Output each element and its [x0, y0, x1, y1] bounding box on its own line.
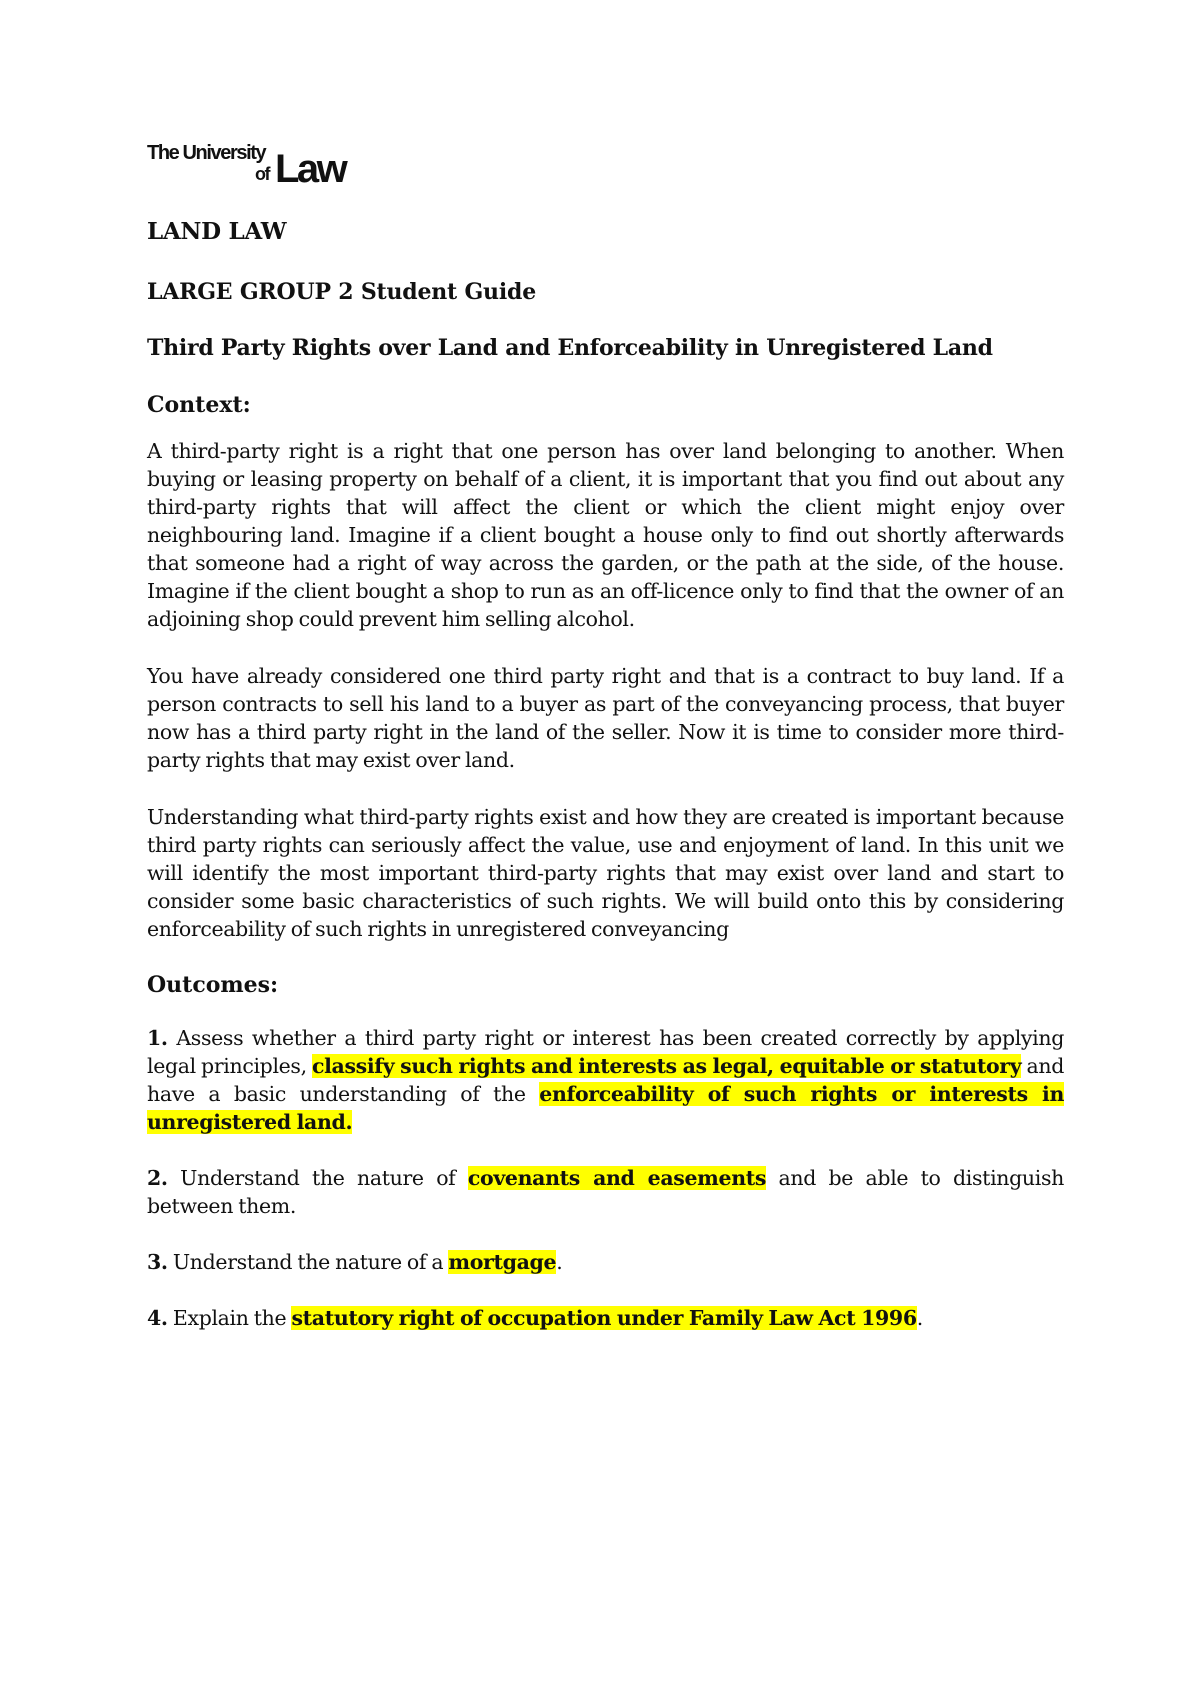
outcome-item-4 — [147, 1304, 1064, 1332]
outcome-text: . — [916, 1306, 923, 1330]
outcome-item-2 — [147, 1164, 1064, 1220]
context-heading: Context: — [147, 392, 251, 418]
outcome-number: 1. — [147, 1026, 168, 1050]
highlighted-text: statutory right of occupation under Family Law Act 1996 — [291, 1306, 917, 1330]
outcomes-heading: Outcomes: — [147, 972, 279, 998]
highlighted-text: covenants and easements — [467, 1166, 767, 1190]
outcome-number: 2. — [147, 1166, 168, 1190]
document-title: LAND LAW — [147, 218, 287, 245]
outcome-text: and be able to distinguish between them. — [147, 1166, 1064, 1218]
logo-law: Law — [275, 147, 346, 191]
document-body — [147, 218, 1064, 1360]
outcome-number: 4. — [147, 1306, 168, 1330]
outcome-text: . — [556, 1250, 563, 1274]
outcome-text: and have a basic understanding of the — [147, 1054, 1065, 1106]
logo-of: of — [255, 164, 269, 184]
outcome-text: Understand the nature of — [167, 1166, 468, 1190]
outcome-number: 3. — [147, 1250, 168, 1274]
outcome-item-1 — [147, 1024, 1064, 1136]
highlighted-text: mortgage — [448, 1250, 557, 1274]
topic-heading: Third Party Rights over Land and Enforceability in Unregistered Land — [147, 335, 993, 361]
outcome-text: Understand the nature of a — [167, 1250, 449, 1274]
logo-line-the-university: The University — [147, 142, 266, 164]
university-of-law-logo — [147, 143, 357, 189]
highlighted-text: enforceability of such rights or interests in unregistered land. — [147, 1082, 1064, 1134]
context-paragraph-2: You have already considered one third party right and that is a contract to buy land. If a person contracts to sell his land to a buyer as part of the conveyancing process, that buyer now has a third party right in the land of the seller. Now it is time to consider more third-party rights that may exist over land. — [147, 664, 1064, 772]
document-subtitle: LARGE GROUP 2 Student Guide — [147, 279, 536, 305]
highlighted-text: classify such rights and interests as legal, equitable or statutory — [311, 1054, 1022, 1078]
outcome-text: Explain the — [167, 1306, 292, 1330]
context-paragraph-1: A third-party right is a right that one person has over land belonging to another. When buying or leasing property on behalf of a client, it is important that you find out about any third-party rights that will affect the client or which the client might enjoy over neighbouring land. Imagine if a client bought a house only to find out shortly afterwards that someone had a right of way across the garden, or the path at the side, of the house. Imagine if the client bought a shop to run as an off-licence only to find that the owner of an adjoining shop could prevent him selling alcohol. — [147, 439, 1064, 631]
outcome-text: Assess whether a third party right or interest has been created correctly by applying legal principles, — [147, 1026, 1064, 1078]
context-paragraph-3: Understanding what third-party rights exist and how they are created is important because third party rights can seriously affect the value, use and enjoyment of land. In this unit we will identify the most important third-party rights that may exist over land and start to consider some basic characteristics of such rights. We will build onto this by considering enforceability of such rights in unregistered conveyancing — [147, 805, 1064, 941]
outcome-item-3 — [147, 1248, 1064, 1276]
